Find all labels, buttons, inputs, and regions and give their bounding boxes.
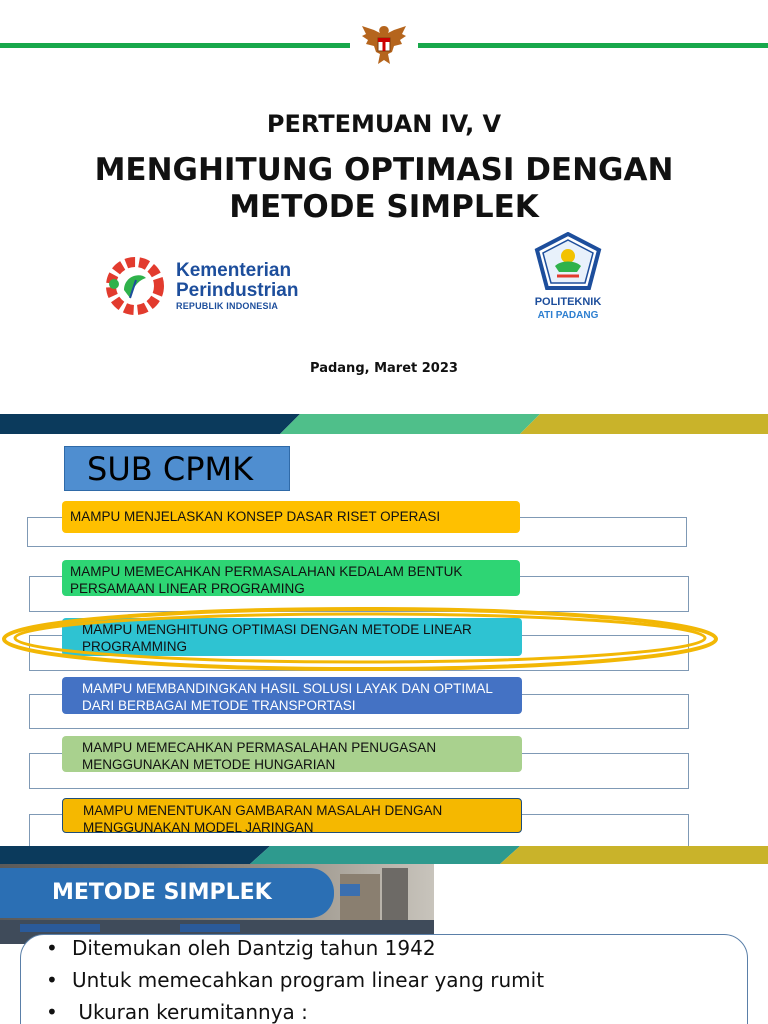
kementerian-line-1: Kementerian — [176, 260, 292, 281]
sub-cpmk-item-2 — [62, 560, 520, 596]
slide-metode-simplek — [0, 864, 768, 1024]
item-4-line-2: DARI BERBAGAI METODE TRANSPORTASI — [82, 698, 356, 713]
green-rule-left — [0, 43, 350, 48]
item-5-line-1: MAMPU MEMECAHKAN PERMASALAHAN PENUGASAN — [82, 740, 437, 755]
bullet-item-3: • Ukuran kerumitannya : — [46, 996, 544, 1024]
kementerian-line-2: Perindustrian — [176, 280, 299, 301]
politeknik-ati-padang-logo-icon — [533, 232, 603, 294]
title-line-2: METODE SIMPLEK — [229, 189, 539, 225]
garuda-emblem-icon — [358, 20, 410, 70]
slide-title — [0, 0, 768, 410]
kementerian-text — [176, 261, 298, 311]
title-line-1: MENGHITUNG OPTIMASI DENGAN — [94, 152, 674, 188]
item-1-text: MAMPU MENJELASKAN KONSEP DASAR RISET OPERASI — [70, 509, 441, 524]
slide-sub-cpmk — [0, 434, 768, 846]
politeknik-line-1: POLITEKNIK — [534, 296, 602, 308]
item-3-line-1: MAMPU MENGHITUNG OPTIMASI DENGAN METODE LINEAR — [82, 622, 472, 637]
bullet-item-1: • Ditemukan oleh Dantzig tahun 1942 — [46, 932, 544, 964]
item-2-line-2: PERSAMAAN LINEAR PROGRAMING — [70, 581, 305, 596]
color-band-bottom — [0, 846, 768, 864]
sub-cpmk-item-4 — [62, 677, 522, 714]
item-2-line-1: MAMPU MEMECAHKAN PERMASALAHAN KEDALAM BENTUK — [70, 564, 463, 579]
item-3-line-2: PROGRAMMING — [82, 639, 188, 654]
sub-cpmk-item-1 — [62, 501, 520, 533]
politeknik-text — [520, 296, 616, 322]
politeknik-line-2: ATI PADANG — [537, 310, 599, 321]
sub-cpmk-item-6 — [62, 798, 522, 833]
green-rule-right — [418, 43, 768, 48]
kementerian-perindustrian-logo-icon — [100, 254, 170, 318]
item-5-line-2: MENGGUNAKAN METODE HUNGARIAN — [82, 757, 336, 772]
date-label: Padang, Maret 2023 — [310, 361, 458, 376]
highlight-ellipse — [0, 604, 720, 674]
color-band-top — [0, 414, 768, 434]
item-6-line-2: MENGGUNAKAN MODEL JARINGAN — [83, 820, 314, 835]
bullet-2-text: Untuk memecahkan program linear yang rumit — [72, 968, 545, 992]
bullet-3-text: Ukuran kerumitannya : — [72, 1000, 308, 1024]
bullet-list — [46, 932, 544, 1024]
bullet-1-text: Ditemukan oleh Dantzig tahun 1942 — [72, 936, 436, 960]
slide-title-text — [0, 152, 768, 226]
bullet-item-2: • Untuk memecahkan program linear yang rumit — [46, 964, 544, 996]
metode-simplek-heading: METODE SIMPLEK — [0, 868, 334, 918]
item-4-line-1: MAMPU MEMBANDINGKAN HASIL SOLUSI LAYAK DAN OPTIMAL — [82, 681, 493, 696]
kementerian-line-3: REPUBLIK INDONESIA — [176, 301, 279, 311]
sub-cpmk-heading: SUB CPMK — [64, 446, 290, 491]
item-6-line-1: MAMPU MENENTUKAN GAMBARAN MASALAH DENGAN — [83, 803, 443, 818]
meeting-label: PERTEMUAN IV, V — [266, 110, 502, 138]
sub-cpmk-item-5 — [62, 736, 522, 772]
